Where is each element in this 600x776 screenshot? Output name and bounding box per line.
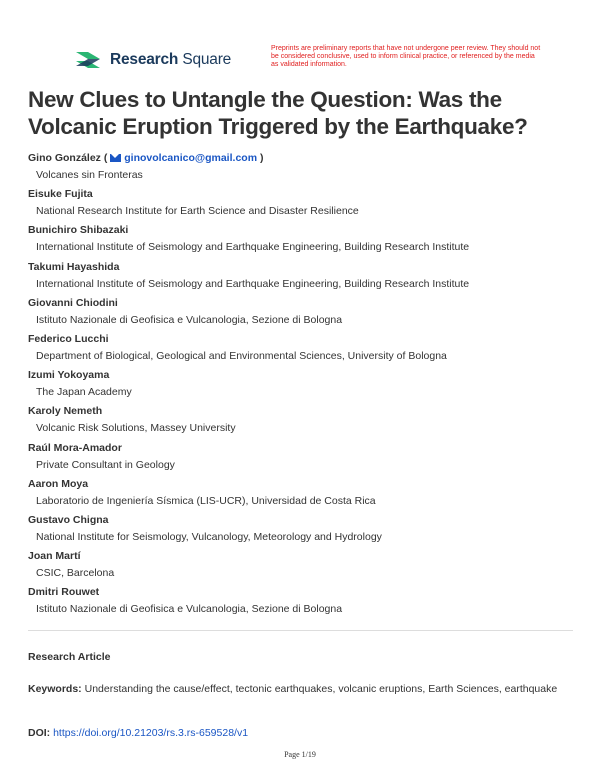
author-entry	[28, 550, 573, 586]
section-divider	[28, 630, 573, 631]
author-name: Dmitri Rouwet	[28, 586, 100, 599]
author-entry	[28, 333, 573, 369]
author-email-link[interactable]	[110, 152, 257, 164]
author-name: Gino González ( ginovolcanico@gmail.com )	[28, 152, 264, 164]
author-affiliation: Laboratorio de Ingeniería Sísmica (LIS-UCR), Universidad de Costa Rica	[36, 494, 376, 507]
keywords	[28, 681, 573, 697]
logo-text	[110, 51, 231, 69]
research-square-logo-icon	[74, 48, 104, 72]
author-name: Izumi Yokoyama	[28, 369, 110, 382]
author-name: Aaron Moya	[28, 477, 89, 490]
author-email-text: ginovolcanico@gmail.com	[124, 152, 258, 164]
doi-label: DOI:	[28, 727, 51, 739]
author-affiliation: CSIC, Barcelona	[36, 567, 115, 580]
author-name-text: Gino González	[28, 152, 101, 164]
author-affiliation: Private Consultant in Geology	[36, 458, 175, 471]
author-entry	[28, 442, 573, 478]
logo-word-square: Square	[182, 51, 232, 68]
article-type: Research Article	[28, 651, 111, 663]
author-entry	[28, 514, 573, 550]
envelope-icon	[110, 154, 121, 162]
author-affiliation: Istituto Nazionale di Geofisica e Vulcanologia, Sezione di Bologna	[36, 603, 343, 616]
keywords-label: Keywords:	[28, 683, 82, 695]
author-entry	[28, 297, 573, 333]
author-entry	[28, 405, 573, 441]
page-number: Page 1/19	[284, 750, 316, 759]
doi	[28, 727, 248, 739]
author-affiliation: National Research Institute for Earth Science and Disaster Resilience	[36, 205, 359, 218]
author-affiliation: Department of Biological, Geological and Environmental Sciences, University of Bologna	[36, 349, 447, 362]
author-entry	[28, 224, 573, 260]
author-name: Raúl Mora-Amador	[28, 441, 122, 454]
research-square-logo[interactable]	[74, 48, 231, 72]
paper-title: New Clues to Untangle the Question: Was the Volcanic Eruption Triggered by the Earthquake?	[28, 87, 528, 139]
author-name: Eisuke Fujita	[28, 188, 93, 201]
author-name: Federico Lucchi	[28, 332, 109, 345]
author-name: Joan Martí	[28, 550, 81, 563]
author-affiliation: The Japan Academy	[36, 386, 132, 399]
page-header	[0, 0, 600, 80]
author-entry	[28, 188, 573, 224]
author-affiliation: Volcanic Risk Solutions, Massey University	[36, 422, 236, 435]
author-name: Giovanni Chiodini	[28, 296, 118, 309]
author-affiliation: National Institute for Seismology, Vulcanology, Meteorology and Hydrology	[36, 530, 382, 543]
author-entry	[28, 369, 573, 405]
author-entry	[28, 152, 573, 188]
author-name: Takumi Hayashida	[28, 260, 120, 273]
author-affiliation: International Institute of Seismology and Earthquake Engineering, Building Research Institute	[36, 241, 470, 254]
author-affiliation: Volcanes sin Fronteras	[36, 169, 143, 181]
author-affiliation: Istituto Nazionale di Geofisica e Vulcanologia, Sezione di Bologna	[36, 313, 343, 326]
keywords-text: Understanding the cause/effect, tectonic earthquakes, volcanic eruptions, Earth Sciences, earthquake	[84, 683, 558, 695]
author-name: Karoly Nemeth	[28, 405, 103, 418]
author-entry	[28, 478, 573, 514]
author-list	[28, 152, 573, 622]
preprint-notice: Preprints are preliminary reports that have not undergone peer review. They should not be considered conclusive, used to inform clinical practice, or referenced by the media as validated information.	[271, 45, 541, 68]
logo-word-research: Research	[110, 51, 179, 68]
author-name: Gustavo Chigna	[28, 513, 109, 526]
author-name: Bunichiro Shibazaki	[28, 224, 129, 237]
doi-link[interactable]: https://doi.org/10.21203/rs.3.rs-659528/v1	[53, 727, 249, 739]
author-affiliation: International Institute of Seismology and Earthquake Engineering, Building Research Institute	[36, 277, 470, 290]
author-entry	[28, 261, 573, 297]
author-entry	[28, 586, 573, 622]
